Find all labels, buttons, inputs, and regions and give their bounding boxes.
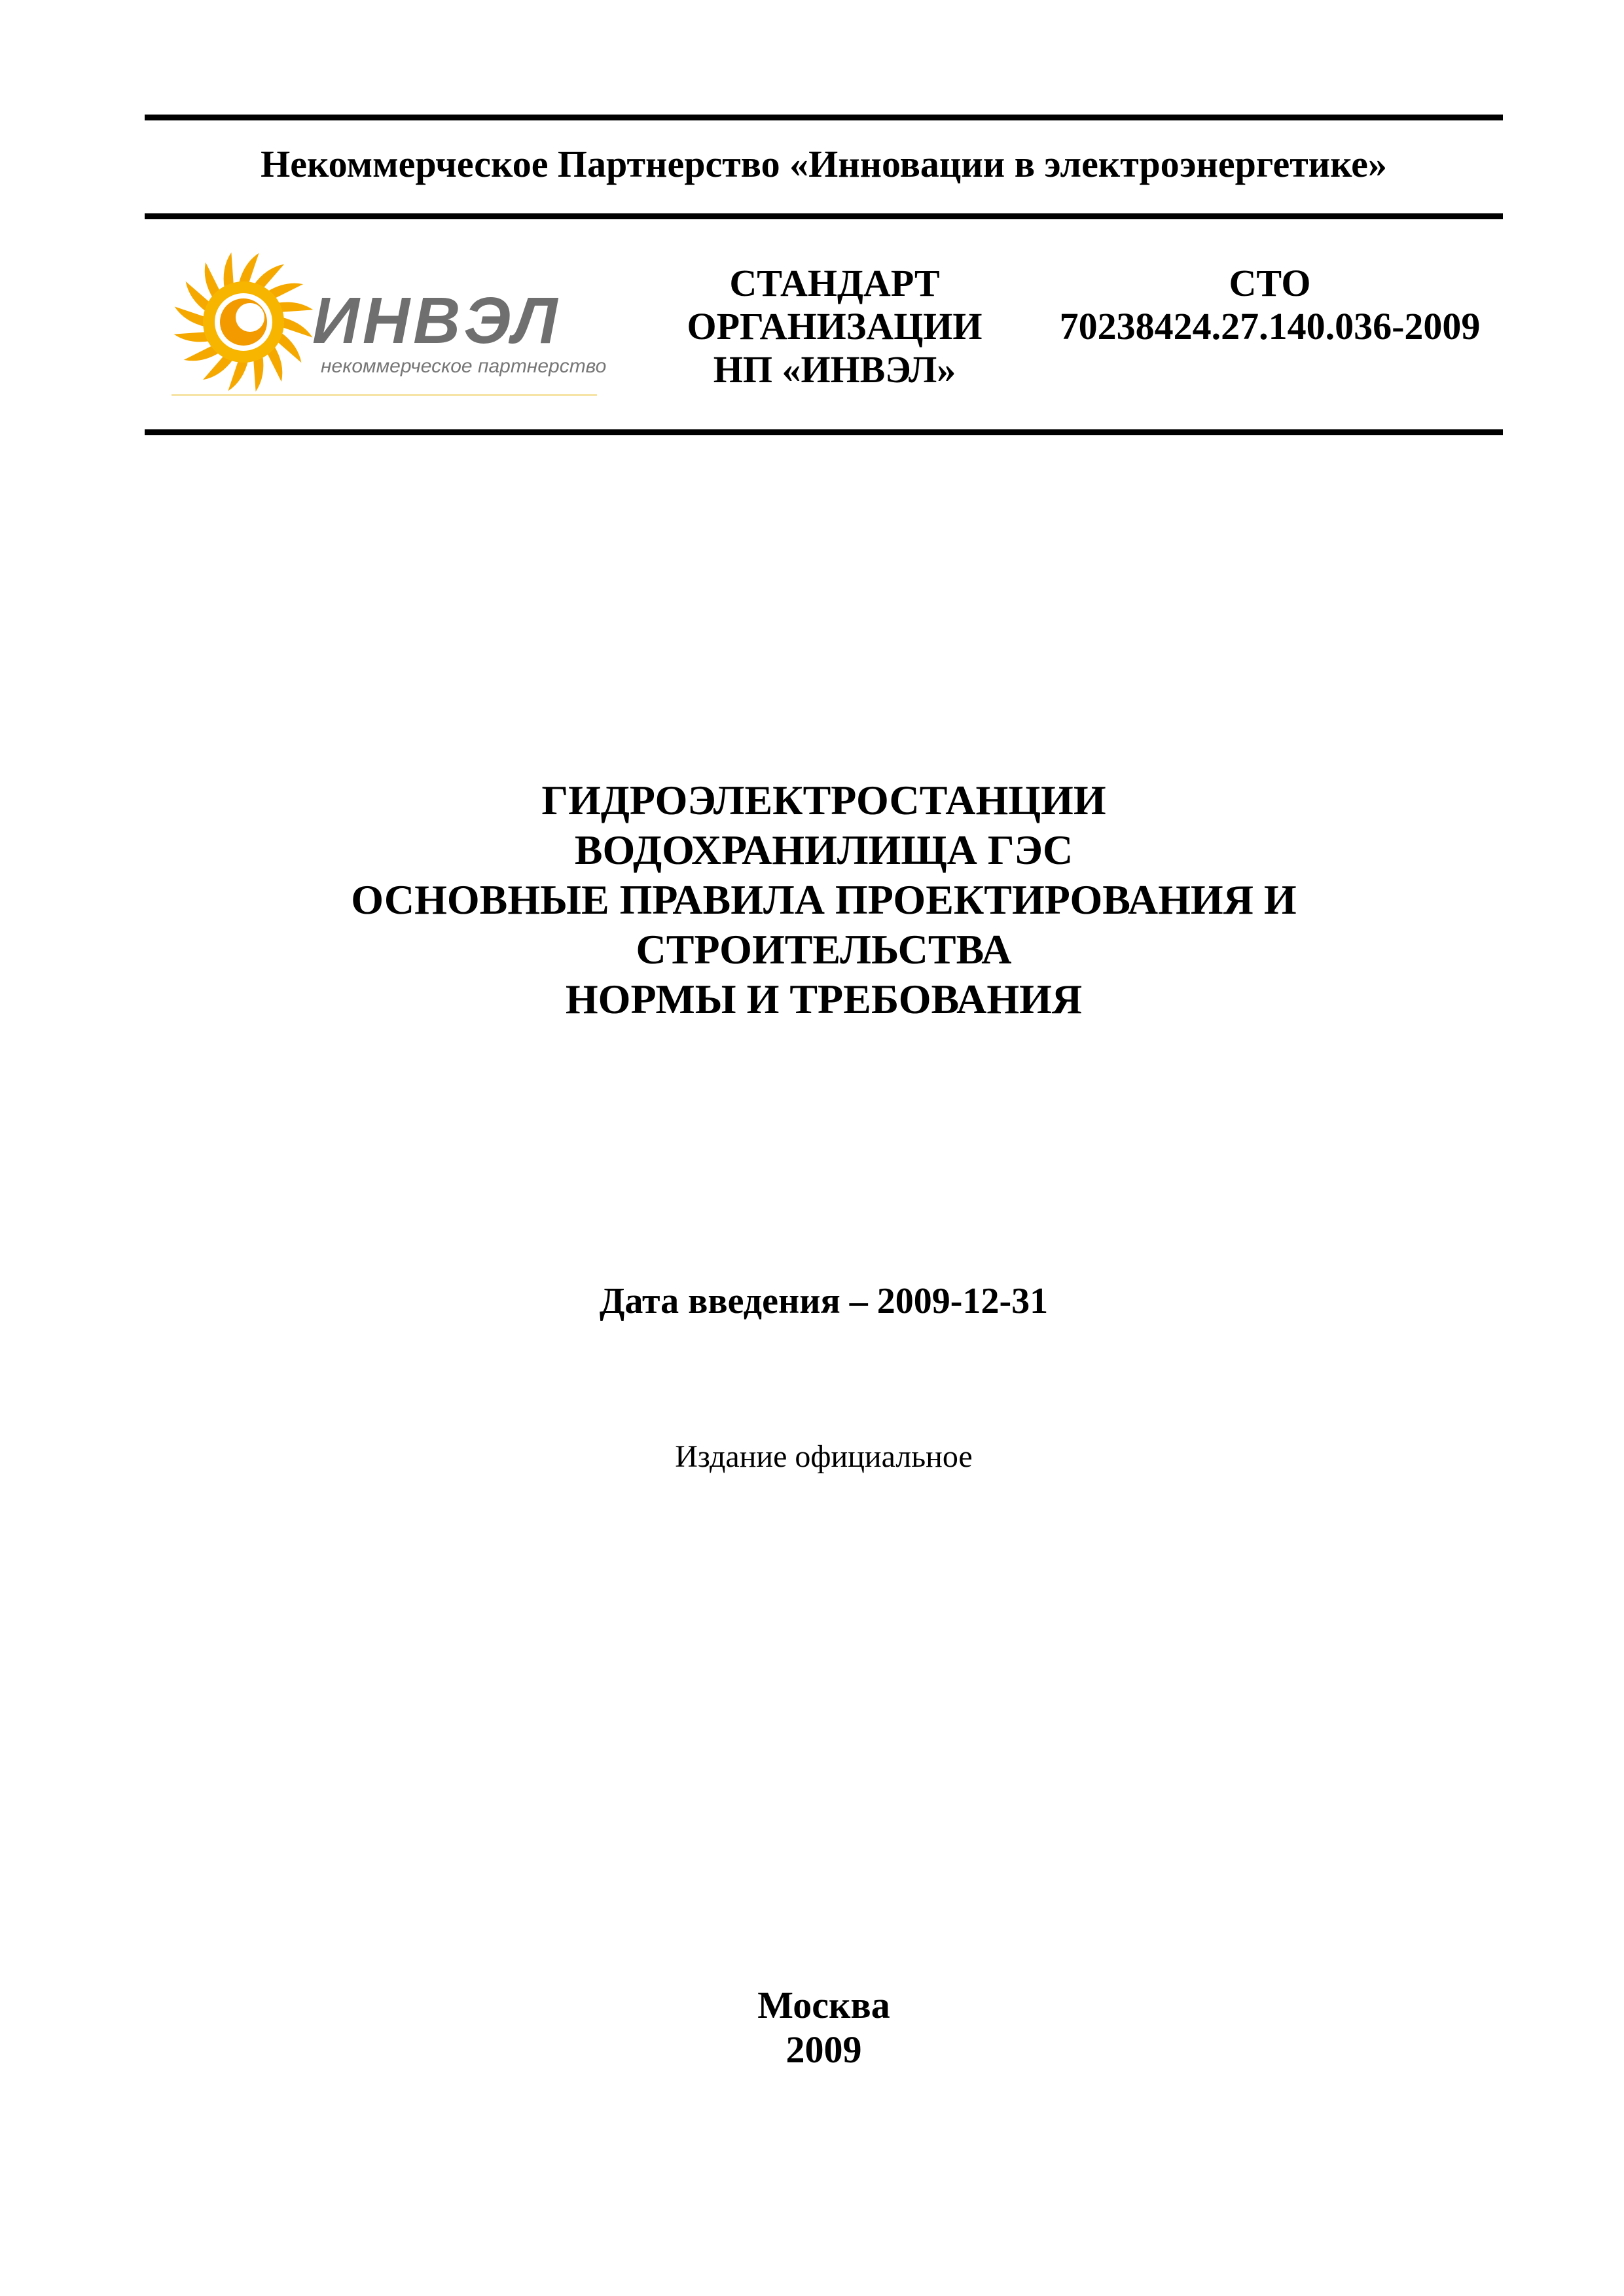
top-rule — [145, 115, 1503, 120]
title-line: ГИДРОЭЛЕКТРОСТАНЦИИ — [541, 777, 1106, 823]
logo-subtitle: некоммерческое партнерство — [321, 355, 607, 377]
footer-imprint — [145, 1983, 1503, 2072]
standard-line-3: НП «ИНВЭЛ» — [713, 348, 956, 391]
title-line: НОРМЫ И ТРЕБОВАНИЯ — [565, 976, 1083, 1022]
edition-note: Издание официальное — [675, 1439, 973, 1474]
sun-ray — [239, 253, 259, 285]
footer-city: Москва — [757, 1984, 890, 2026]
standard-designation — [1041, 262, 1499, 348]
introduction-date: Дата введения – 2009-12-31 — [599, 1281, 1049, 1321]
invel-logo — [171, 249, 607, 399]
header-bottom-rule — [145, 429, 1503, 435]
title-line: СТРОИТЕЛЬСТВА — [636, 926, 1012, 973]
designation-line-2: 70238424.27.140.036-2009 — [1059, 305, 1481, 348]
standard-line-2: ОРГАНИЗАЦИИ — [687, 305, 983, 348]
footer-year: 2009 — [785, 2028, 862, 2071]
document-title — [145, 776, 1503, 1024]
standard-line-1: СТАНДАРТ — [729, 262, 940, 304]
title-line: ОСНОВНЫЕ ПРАВИЛА ПРОЕКТИРОВАНИЯ И — [351, 876, 1297, 923]
logo-underline — [171, 394, 597, 396]
logo-wordmark: ИНВЭЛ — [312, 284, 561, 357]
title-line: ВОДОХРАНИЛИЩА ГЭС — [574, 827, 1074, 873]
sun-ray — [175, 306, 206, 327]
sun-ray — [281, 317, 313, 338]
header-rule — [145, 213, 1503, 219]
sun-ray — [228, 360, 248, 391]
designation-line-1: СТО — [1229, 262, 1311, 304]
sun-icon — [171, 249, 322, 399]
organization-title: Некоммерческое Партнерство «Инновации в электроэнергетике» — [261, 143, 1387, 185]
standard-label — [655, 262, 1015, 391]
